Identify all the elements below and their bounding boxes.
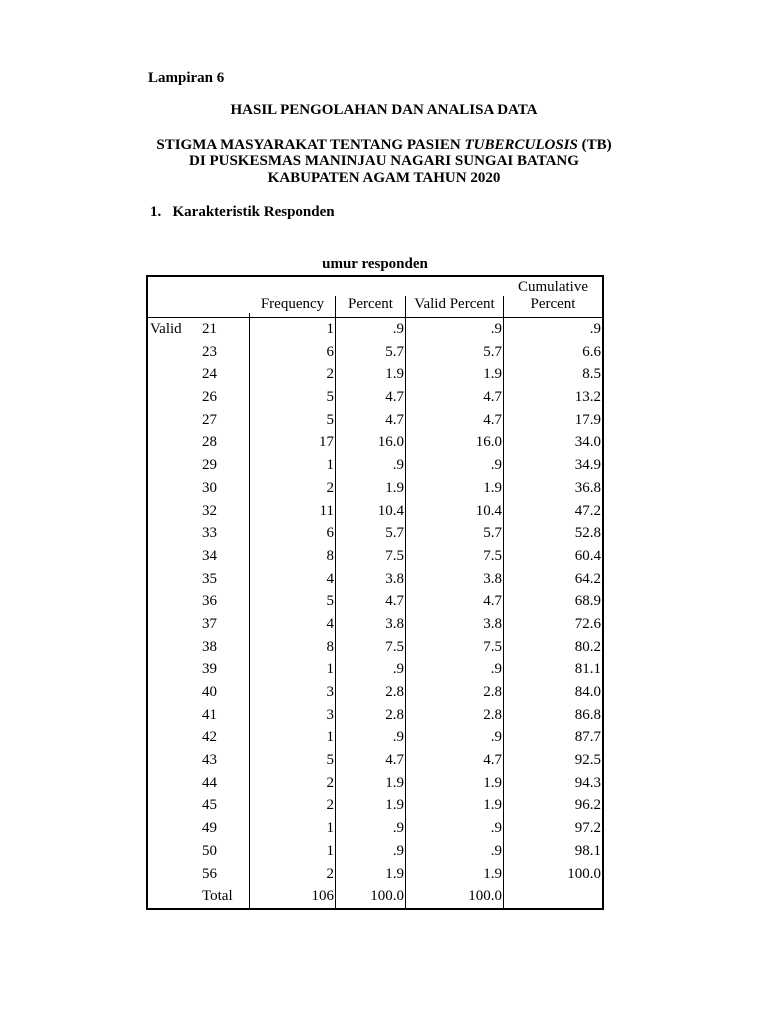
row-percent: .9 xyxy=(336,658,406,681)
row-percent: 4.7 xyxy=(336,386,406,409)
row-percent: 2.8 xyxy=(336,681,406,704)
row-percent: 10.4 xyxy=(336,500,406,523)
row-frequency: 8 xyxy=(250,636,336,659)
row-value: 32 xyxy=(198,500,250,523)
row-frequency: 1 xyxy=(250,726,336,749)
row-valid-percent: .9 xyxy=(406,726,504,749)
row-frequency: 2 xyxy=(250,794,336,817)
row-valid-percent: .9 xyxy=(406,454,504,477)
header-percent: Percent xyxy=(336,296,406,317)
row-cumulative-percent: 86.8 xyxy=(574,706,601,723)
row-cumulative-percent: 98.1 xyxy=(574,842,601,859)
table-row xyxy=(148,817,602,840)
row-value: 45 xyxy=(198,794,250,817)
table-caption: umur responden xyxy=(322,256,428,272)
row-percent: 3.8 xyxy=(336,568,406,591)
row-percent: 4.7 xyxy=(336,409,406,432)
row-frequency: 2 xyxy=(250,363,336,386)
row-group-label xyxy=(148,477,198,500)
row-cumulative-percent: 6.6 xyxy=(582,343,601,360)
row-percent: 4.7 xyxy=(336,749,406,772)
table-row xyxy=(148,454,602,477)
row-group-label xyxy=(148,704,198,727)
subtitle-line-1 xyxy=(0,137,768,154)
row-group-label xyxy=(148,500,198,523)
row-valid-percent: 4.7 xyxy=(406,386,504,409)
row-valid-percent: 100.0 xyxy=(406,885,504,908)
row-valid-percent: .9 xyxy=(406,817,504,840)
table-row xyxy=(148,363,602,386)
row-value: 40 xyxy=(198,681,250,704)
row-cumulative-percent: 87.7 xyxy=(574,729,601,746)
table-row xyxy=(148,885,602,908)
table-row xyxy=(148,704,602,727)
appendix-label: Lampiran 6 xyxy=(148,70,225,86)
row-group-label xyxy=(148,636,198,659)
row-percent: 16.0 xyxy=(336,431,406,454)
row-cumulative-percent: 72.6 xyxy=(574,615,601,632)
table-row xyxy=(148,318,602,341)
row-valid-percent: 1.9 xyxy=(406,863,504,886)
row-value: 29 xyxy=(198,454,250,477)
row-group-label xyxy=(148,522,198,545)
row-value: 38 xyxy=(198,636,250,659)
row-group-label xyxy=(148,772,198,795)
row-frequency: 3 xyxy=(250,704,336,727)
row-cumulative-percent: 68.9 xyxy=(574,593,601,610)
row-frequency: 5 xyxy=(250,386,336,409)
row-group-label xyxy=(148,341,198,364)
table-row xyxy=(148,794,602,817)
row-percent: 7.5 xyxy=(336,636,406,659)
row-cumulative-percent: 92.5 xyxy=(574,752,601,769)
subtitle-line-2: DI PUSKESMAS MANINJAU NAGARI SUNGAI BATANG xyxy=(189,153,579,169)
table-row xyxy=(148,658,602,681)
row-value: 23 xyxy=(198,341,250,364)
row-value: 41 xyxy=(198,704,250,727)
row-percent: 2.8 xyxy=(336,704,406,727)
row-value: 30 xyxy=(198,477,250,500)
row-percent: .9 xyxy=(336,726,406,749)
row-group-label xyxy=(148,545,198,568)
row-valid-percent: 5.7 xyxy=(406,522,504,545)
row-cumulative-percent: 96.2 xyxy=(574,797,601,814)
row-frequency: 3 xyxy=(250,681,336,704)
row-valid-percent: 1.9 xyxy=(406,363,504,386)
row-percent: .9 xyxy=(336,454,406,477)
row-valid-percent: .9 xyxy=(406,318,504,341)
row-frequency: 1 xyxy=(250,318,336,341)
subtitle-line-1-post: (TB) xyxy=(577,137,612,153)
row-valid-percent: 3.8 xyxy=(406,568,504,591)
row-group-label xyxy=(148,431,198,454)
row-value: 21 xyxy=(198,318,250,341)
row-percent: 5.7 xyxy=(336,341,406,364)
row-frequency: 2 xyxy=(250,477,336,500)
section-heading: 1. Karakteristik Responden xyxy=(150,204,335,220)
row-valid-percent: 1.9 xyxy=(406,477,504,500)
subtitle-line-3: KABUPATEN AGAM TAHUN 2020 xyxy=(267,170,501,186)
row-cumulative-percent: 47.2 xyxy=(574,502,601,519)
row-cumulative-percent: 97.2 xyxy=(574,820,601,837)
row-cumulative-percent: 100.0 xyxy=(567,865,601,882)
row-group-label xyxy=(148,863,198,886)
row-percent: 7.5 xyxy=(336,545,406,568)
row-frequency: 1 xyxy=(250,840,336,863)
row-cumulative-percent: 52.8 xyxy=(574,525,601,542)
row-valid-percent: 10.4 xyxy=(406,500,504,523)
header-empty-label xyxy=(148,313,198,317)
row-frequency: 1 xyxy=(250,658,336,681)
row-cumulative-percent xyxy=(504,885,602,908)
row-frequency: 1 xyxy=(250,817,336,840)
table-row xyxy=(148,772,602,795)
row-group-label xyxy=(148,817,198,840)
table-row xyxy=(148,522,602,545)
row-cumulative-percent: 60.4 xyxy=(574,547,601,564)
row-percent: .9 xyxy=(336,817,406,840)
table-row xyxy=(148,726,602,749)
row-percent: 1.9 xyxy=(336,363,406,386)
row-frequency: 2 xyxy=(250,772,336,795)
row-group-label xyxy=(148,658,198,681)
row-group-label xyxy=(148,840,198,863)
row-value: 28 xyxy=(198,431,250,454)
document-title: HASIL PENGOLAHAN DAN ANALISA DATA xyxy=(230,102,538,118)
row-percent: 1.9 xyxy=(336,477,406,500)
table-row xyxy=(148,568,602,591)
row-cumulative-percent: 36.8 xyxy=(574,479,601,496)
table-row xyxy=(148,431,602,454)
row-frequency: 8 xyxy=(250,545,336,568)
row-group-label xyxy=(148,386,198,409)
row-value: 33 xyxy=(198,522,250,545)
row-cumulative-percent: 81.1 xyxy=(574,661,601,678)
row-value: Total xyxy=(198,885,250,908)
table-row xyxy=(148,341,602,364)
row-cumulative-percent: 64.2 xyxy=(574,570,601,587)
row-percent: .9 xyxy=(336,840,406,863)
row-value: 50 xyxy=(198,840,250,863)
row-frequency: 5 xyxy=(250,749,336,772)
row-percent: 1.9 xyxy=(336,794,406,817)
row-group-label xyxy=(148,409,198,432)
row-value: 49 xyxy=(198,817,250,840)
row-cumulative-percent: 8.5 xyxy=(582,366,601,383)
row-frequency: 106 xyxy=(250,885,336,908)
row-value: 37 xyxy=(198,613,250,636)
table-row xyxy=(148,840,602,863)
row-frequency: 1 xyxy=(250,454,336,477)
row-percent: 5.7 xyxy=(336,522,406,545)
row-valid-percent: 4.7 xyxy=(406,590,504,613)
table-row xyxy=(148,863,602,886)
row-percent: 100.0 xyxy=(336,885,406,908)
row-group-label xyxy=(148,794,198,817)
row-valid-percent: 1.9 xyxy=(406,794,504,817)
frequency-table xyxy=(146,275,604,910)
table-row xyxy=(148,636,602,659)
row-group-label xyxy=(148,726,198,749)
row-cumulative-percent: 34.9 xyxy=(574,457,601,474)
row-percent: .9 xyxy=(336,318,406,341)
row-valid-percent: 4.7 xyxy=(406,409,504,432)
table-row xyxy=(148,545,602,568)
row-valid-percent: 2.8 xyxy=(406,704,504,727)
row-valid-percent: .9 xyxy=(406,840,504,863)
table-row xyxy=(148,681,602,704)
row-percent: 1.9 xyxy=(336,772,406,795)
row-value: 39 xyxy=(198,658,250,681)
table-row xyxy=(148,749,602,772)
row-cumulative-percent: .9 xyxy=(589,321,601,337)
row-valid-percent: 4.7 xyxy=(406,749,504,772)
row-cumulative-percent: 94.3 xyxy=(574,774,601,791)
row-cumulative-percent: 34.0 xyxy=(574,434,601,451)
row-cumulative-percent: 17.9 xyxy=(574,411,601,428)
row-group-label xyxy=(148,613,198,636)
row-frequency: 6 xyxy=(250,341,336,364)
row-frequency: 4 xyxy=(250,568,336,591)
subtitle-line-1-pre: STIGMA MASYARAKAT TENTANG PASIEN xyxy=(156,137,465,153)
row-group-label xyxy=(148,885,198,908)
row-value: 36 xyxy=(198,590,250,613)
row-frequency: 5 xyxy=(250,590,336,613)
row-valid-percent: 1.9 xyxy=(406,772,504,795)
header-cumulative-percent: Cumulative Percent xyxy=(518,279,588,312)
row-group-label xyxy=(148,681,198,704)
row-frequency: 17 xyxy=(250,431,336,454)
row-group-label xyxy=(148,363,198,386)
row-value: 43 xyxy=(198,749,250,772)
row-group-label: Valid xyxy=(150,321,182,337)
row-value: 44 xyxy=(198,772,250,795)
row-percent: 4.7 xyxy=(336,590,406,613)
header-empty-value xyxy=(198,313,250,317)
table-row xyxy=(148,409,602,432)
row-value: 26 xyxy=(198,386,250,409)
row-valid-percent: 3.8 xyxy=(406,613,504,636)
row-percent: 3.8 xyxy=(336,613,406,636)
row-valid-percent: 5.7 xyxy=(406,341,504,364)
row-valid-percent: 7.5 xyxy=(406,545,504,568)
table-row xyxy=(148,613,602,636)
row-value: 56 xyxy=(198,863,250,886)
row-group-label xyxy=(148,590,198,613)
header-frequency: Frequency xyxy=(250,296,336,317)
row-frequency: 5 xyxy=(250,409,336,432)
row-cumulative-percent: 13.2 xyxy=(574,389,601,406)
table-row xyxy=(148,477,602,500)
row-frequency: 4 xyxy=(250,613,336,636)
table-row xyxy=(148,590,602,613)
table-row xyxy=(148,386,602,409)
header-valid-percent: Valid Percent xyxy=(406,296,504,317)
row-cumulative-percent: 80.2 xyxy=(574,638,601,655)
row-valid-percent: .9 xyxy=(406,658,504,681)
row-group-label xyxy=(148,568,198,591)
row-frequency: 6 xyxy=(250,522,336,545)
table-header-row xyxy=(148,277,602,318)
row-frequency: 11 xyxy=(250,500,336,523)
row-value: 24 xyxy=(198,363,250,386)
row-valid-percent: 2.8 xyxy=(406,681,504,704)
row-value: 27 xyxy=(198,409,250,432)
row-valid-percent: 16.0 xyxy=(406,431,504,454)
row-cumulative-percent: 84.0 xyxy=(574,684,601,700)
row-valid-percent: 7.5 xyxy=(406,636,504,659)
row-value: 42 xyxy=(198,726,250,749)
row-value: 35 xyxy=(198,568,250,591)
subtitle-line-1-italic: TUBERCULOSIS xyxy=(464,137,578,153)
table-row xyxy=(148,500,602,523)
row-frequency: 2 xyxy=(250,863,336,886)
table-body xyxy=(148,318,602,908)
row-percent: 1.9 xyxy=(336,863,406,886)
row-group-label xyxy=(148,454,198,477)
row-group-label xyxy=(148,749,198,772)
row-value: 34 xyxy=(198,545,250,568)
